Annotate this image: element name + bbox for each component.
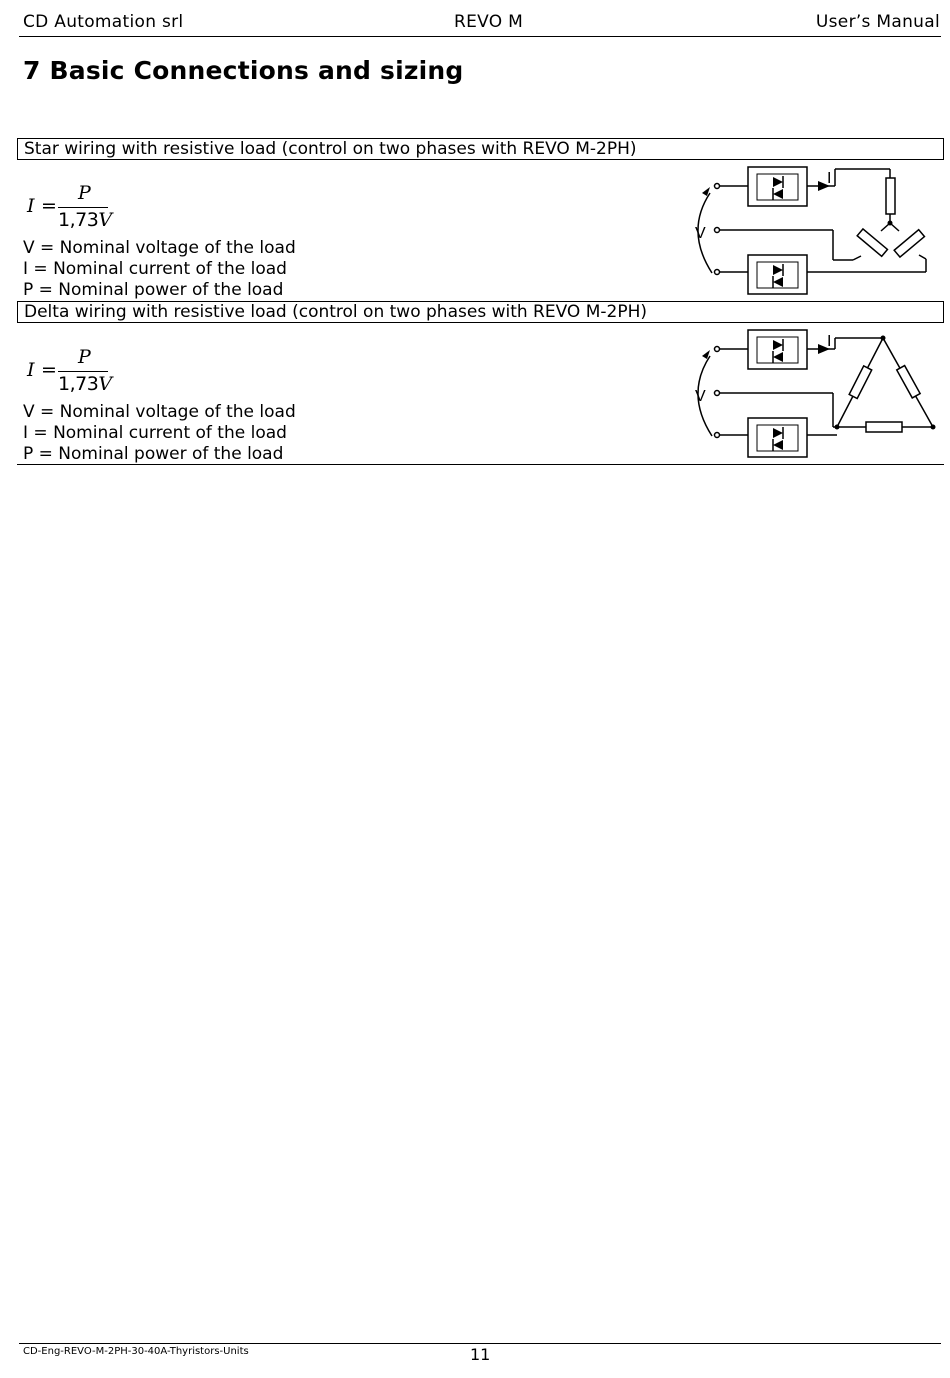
chapter-title: 7 Basic Connections and sizing — [23, 56, 464, 85]
header-product: REVO M — [454, 12, 524, 32]
definition-power: P = Nominal power of the load — [23, 280, 284, 300]
voltage-label: V — [695, 225, 706, 242]
formula-numerator: P — [78, 346, 91, 368]
section-star-title: Star wiring with resistive load (control on two phases with REVO M-2PH) — [17, 138, 944, 160]
header-company: CD Automation srl — [23, 12, 184, 32]
fraction-bar — [58, 207, 108, 208]
definitions-star — [23, 238, 296, 301]
formula-numerator: P — [78, 182, 91, 204]
definitions-delta — [23, 402, 296, 465]
formula-equals: = — [41, 359, 57, 381]
formula-lhs: I — [27, 359, 35, 381]
header-divider — [19, 36, 941, 37]
section-delta-title: Delta wiring with resistive load (control on two phases with REVO M-2PH) — [17, 301, 944, 323]
definition-current: I = Nominal current of the load — [23, 259, 287, 279]
denominator-variable: V — [98, 209, 112, 231]
formula-star — [27, 182, 117, 234]
page-number: 11 — [470, 1345, 491, 1364]
formula-delta — [27, 346, 117, 398]
denominator-number: 1,73 — [58, 373, 99, 395]
header-manual: User’s Manual — [815, 12, 940, 32]
formula-equals: = — [41, 195, 57, 217]
formula-denominator — [58, 373, 112, 395]
formula-lhs: I — [27, 195, 35, 217]
definition-current: I = Nominal current of the load — [23, 423, 287, 443]
definition-voltage: V = Nominal voltage of the load — [23, 402, 296, 422]
delta-wiring-diagram — [685, 326, 945, 461]
voltage-label: V — [695, 388, 706, 405]
star-wiring-diagram — [685, 163, 945, 298]
denominator-number: 1,73 — [58, 209, 99, 231]
footer-document-code: CD-Eng-REVO-M-2PH-30-40A-Thyristors-Units — [23, 1346, 249, 1357]
definition-voltage: V = Nominal voltage of the load — [23, 238, 296, 258]
footer-divider — [19, 1343, 941, 1344]
current-label: I — [827, 333, 832, 350]
formula-denominator — [58, 209, 112, 231]
definition-power: P = Nominal power of the load — [23, 444, 284, 464]
denominator-variable: V — [98, 373, 112, 395]
current-label: I — [827, 170, 832, 187]
fraction-bar — [58, 371, 108, 372]
section-bottom-rule — [17, 464, 944, 465]
